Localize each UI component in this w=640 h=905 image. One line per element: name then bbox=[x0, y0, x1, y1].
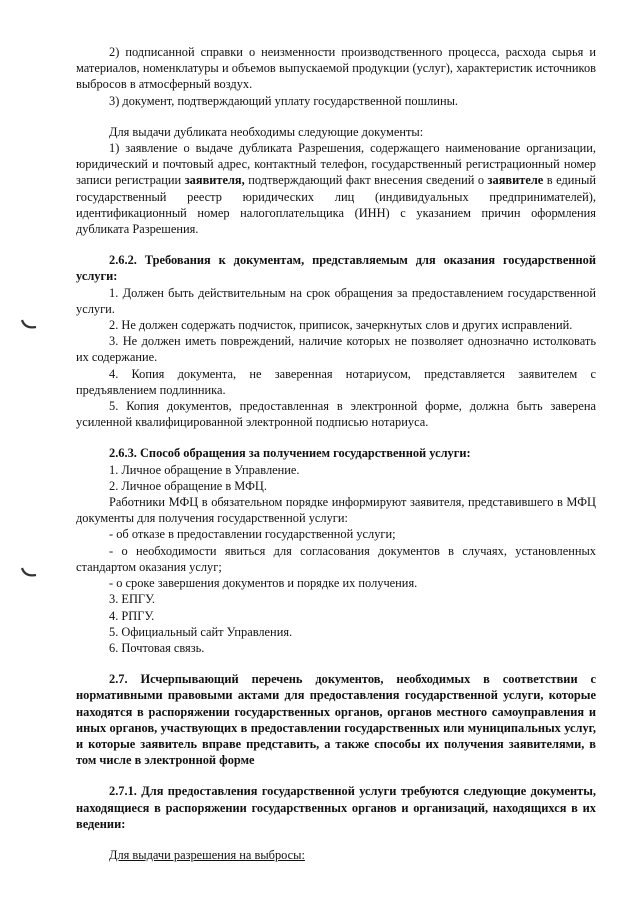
punch-hole-mark bbox=[20, 566, 38, 578]
section-heading: 2.6.3. Способ обращения за получением государственной услуги: bbox=[109, 446, 471, 461]
list-item: 4. РПГУ. bbox=[109, 608, 155, 623]
list-item: 2. Личное обращение в МФЦ. bbox=[109, 478, 267, 493]
list-item: 2) подписанной справки о неизменности производственного процесса, расхода сырья и материалов, номенклатуры и объемов выпускаемой продукции (услуг), характеристик источников выбросов в атмосферный воздух. bbox=[76, 45, 596, 92]
list-item: 5. Копия документов, предоставленная в электронной форме, должна быть заверена усиленной квалифицированной электронной подписью нотариуса. bbox=[76, 399, 596, 430]
list-item: - о необходимости явиться для согласования документов в случаях, установленных стандартом оказания услуг; bbox=[76, 543, 596, 574]
document-body bbox=[76, 44, 596, 863]
punch-hole-mark bbox=[20, 318, 38, 330]
list-item: 3) документ, подтверждающий уплату государственной пошлины. bbox=[109, 93, 458, 108]
subheading: Для выдачи разрешения на выбросы: bbox=[109, 847, 305, 862]
section-heading: 2.7.1. Для предоставления государственной услуги требуются следующие документы, находящиеся в распоряжении государственных органов и организаций, находящихся в их ведении: bbox=[76, 784, 596, 831]
list-item: 2. Не должен содержать подчисток, приписок, зачеркнутых слов и других исправлений. bbox=[109, 318, 573, 333]
list-item: 5. Официальный сайт Управления. bbox=[109, 624, 293, 639]
list-item: - об отказе в предоставлении государственной услуги; bbox=[109, 527, 396, 542]
list-item: - о сроке завершения документов и порядке их получения. bbox=[109, 576, 418, 591]
paragraph: Работники МФЦ в обязательном порядке информируют заявителя, представившего в МФЦ документы для получения государственной услуги: bbox=[76, 495, 596, 526]
list-item: 1. Личное обращение в Управление. bbox=[109, 462, 300, 477]
list-item: 1. Должен быть действительным на срок обращения за предоставлением государственной услуги. bbox=[76, 285, 596, 316]
list-item: 4. Копия документа, не заверенная нотариусом, представляется заявителем с предъявлением подлинника. bbox=[76, 366, 596, 397]
list-item: 3. Не должен иметь повреждений, наличие которых не позволяет однозначно истолковать их содержание. bbox=[76, 334, 596, 365]
section-heading: 2.7. Исчерпывающий перечень документов, необходимых в соответствии с нормативными правовыми актами для предоставления государственной услуги, которые находятся в распоряжении государственных органов, органов местного самоуправления и иных органов, участвующих в предоставлении государственных или муниципальных услуг, и которые заявитель вправе представить, а также способы их получения заявителями, в том числе в электронной форме bbox=[76, 672, 596, 768]
section-heading: 2.6.2. Требования к документам, представляемым для оказания государственной услуги: bbox=[76, 253, 596, 284]
duplicate-intro: Для выдачи дубликата необходимы следующие документы: bbox=[109, 124, 424, 139]
list-item: 6. Почтовая связь. bbox=[109, 640, 205, 655]
list-item: 3. ЕПГУ. bbox=[109, 592, 155, 607]
duplicate-item: 1) заявление о выдаче дубликата Разрешения, содержащего наименование организации, юридический и почтовый адрес, контактный телефон, государственный регистрационный номер записи регистрации заявителя, подтверждающий факт внесения сведений о заявителе в единый государственный реестр юридических лиц (индивидуальных предпринимателей), идентификационный номер налогоплательщика (ИНН) с указанием причин оформления дубликата Разрешения. bbox=[76, 141, 596, 237]
